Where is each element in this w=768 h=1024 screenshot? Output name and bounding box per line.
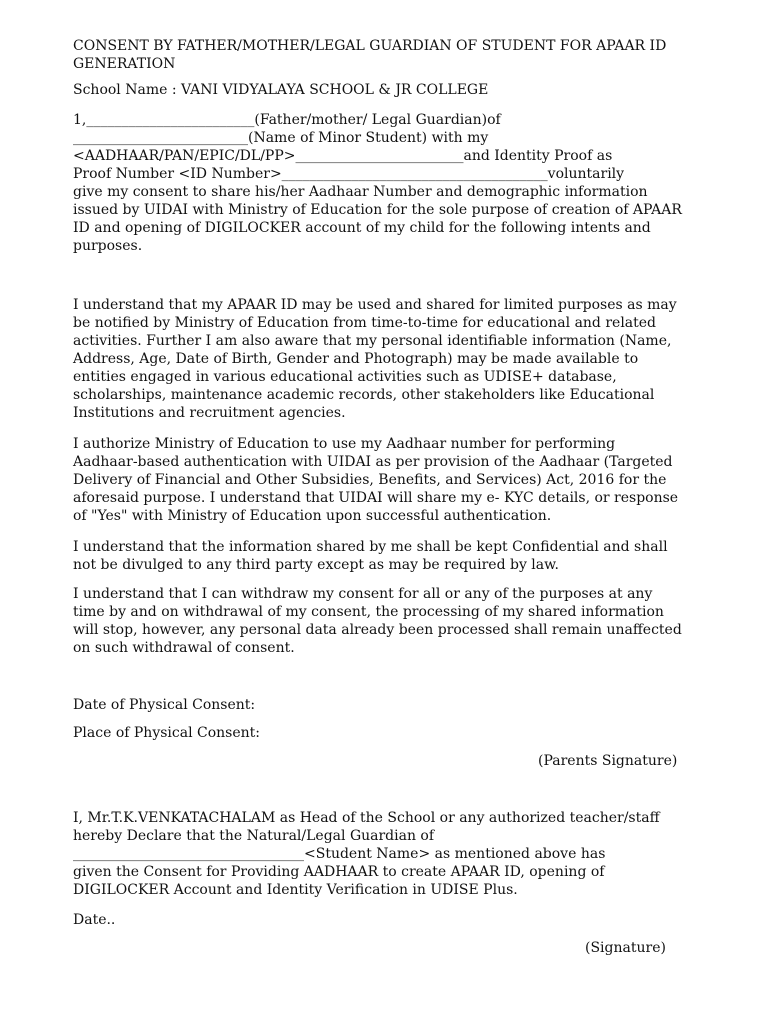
authorize-line: Aadhaar-based authentication with UIDAI as per provision of the Aadhaar (Targeted — [73, 454, 673, 470]
consent-line: ID and opening of DIGILOCKER account of my child for the following intents and — [73, 220, 651, 236]
parents-signature-label: (Parents Signature) — [538, 753, 678, 769]
confidential-line: not be divulged to any third party except as may be required by law. — [73, 557, 559, 573]
consent-line: <AADHAAR/PAN/EPIC/DL/PP>________________________and Identity Proof as — [73, 148, 613, 164]
school-name: School Name : VANI VIDYALAYA SCHOOL & JR COLLEGE — [73, 82, 489, 98]
form-title-line-1: CONSENT BY FATHER/MOTHER/LEGAL GUARDIAN OF STUDENT FOR APAAR ID — [73, 38, 667, 54]
consent-line: issued by UIDAI with Ministry of Education for the sole purpose of creation of APAAR — [73, 202, 682, 218]
understand-line: entities engaged in various educational activities such as UDISE+ database, — [73, 369, 617, 385]
confidential-paragraph — [73, 538, 723, 574]
consent-paragraph — [73, 111, 723, 255]
understand-line: activities. Further I am also aware that my personal identifiable information (Name, — [73, 333, 672, 349]
understand-line: scholarships, maintenance academic records, other stakeholders like Educational — [73, 387, 655, 403]
understand-line: Institutions and recruitment agencies. — [73, 405, 346, 421]
declaration-line: hereby Declare that the Natural/Legal Guardian of — [73, 828, 435, 844]
consent-line: 1,________________________(Father/mother/ Legal Guardian)of — [73, 112, 501, 128]
withdraw-line: I understand that I can withdraw my consent for all or any of the purposes at any — [73, 586, 653, 602]
authorize-line: aforesaid purpose. I understand that UIDAI will share my e- KYC details, or response — [73, 490, 679, 506]
form-title-line-2: GENERATION — [73, 56, 176, 72]
authorize-paragraph — [73, 435, 723, 525]
declaration-line: given the Consent for Providing AADHAAR to create APAAR ID, opening of — [73, 864, 605, 880]
withdraw-line: on such withdrawal of consent. — [73, 640, 295, 656]
authorize-line: I authorize Ministry of Education to use my Aadhaar number for performing — [73, 436, 616, 452]
declaration-line: I, Mr.T.K.VENKATACHALAM as Head of the School or any authorized teacher/staff — [73, 810, 660, 826]
form-title — [73, 37, 723, 73]
understand-line: be notified by Ministry of Education from time-to-time for educational and related — [73, 315, 657, 331]
consent-line: _________________________(Name of Minor Student) with my — [73, 130, 489, 146]
date-of-consent-label: Date of Physical Consent: — [73, 697, 256, 713]
withdraw-paragraph — [73, 585, 723, 657]
understand-line: I understand that my APAAR ID may be used and shared for limited purposes as may — [73, 297, 677, 313]
declaration-line: DIGILOCKER Account and Identity Verification in UDISE Plus. — [73, 882, 518, 898]
declaration-line: _________________________________<Student Name> as mentioned above has — [73, 846, 606, 862]
consent-line: Proof Number <ID Number>______________________________________voluntarily — [73, 166, 625, 182]
consent-line: purposes. — [73, 238, 143, 254]
place-of-consent-label: Place of Physical Consent: — [73, 725, 260, 741]
authorize-line: of "Yes" with Ministry of Education upon successful authentication. — [73, 508, 552, 524]
understand-line: Address, Age, Date of Birth, Gender and Photograph) may be made available to — [73, 351, 639, 367]
withdraw-line: will stop, however, any personal data already been processed shall remain unaffected — [73, 622, 682, 638]
date-label: Date.. — [73, 912, 116, 928]
understand-paragraph — [73, 296, 723, 422]
withdraw-line: time by and on withdrawal of my consent, the processing of my shared information — [73, 604, 664, 620]
authorize-line: Delivery of Financial and Other Subsidies, Benefits, and Services) Act, 2016 for the — [73, 472, 667, 488]
consent-line: give my consent to share his/her Aadhaar Number and demographic information — [73, 184, 648, 200]
confidential-line: I understand that the information shared by me shall be kept Confidential and shall — [73, 539, 668, 555]
declaration-paragraph — [73, 809, 723, 899]
signature-label: (Signature) — [585, 940, 666, 956]
